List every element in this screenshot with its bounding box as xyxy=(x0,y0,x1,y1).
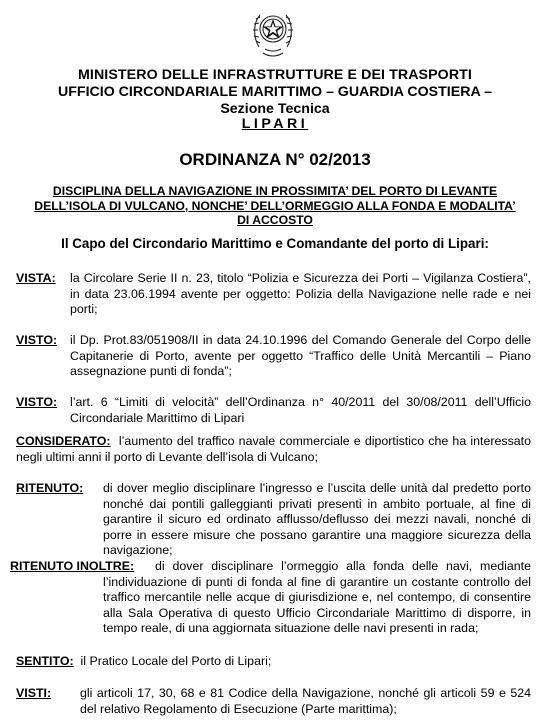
clause-label: RITENUTO: xyxy=(16,481,84,495)
clause-visto-1 xyxy=(16,333,66,349)
clause-sentito xyxy=(16,654,531,670)
clause-label: VISTI: xyxy=(16,686,52,700)
clause-vista xyxy=(16,271,56,287)
clause-label: RITENUTO INOLTRE: xyxy=(10,559,135,573)
ordinance-title: ORDINANZA N° 02/2013 xyxy=(179,150,371,169)
clause-text: gli articoli 17, 30, 68 e 81 Codice della Navigazione, nonché gli articoli 59 e 524 del relativo Regolamento di Esecuzione (Parte marittima); xyxy=(80,686,531,716)
clause-visti xyxy=(16,686,66,702)
clause-ritenuto-text xyxy=(103,481,531,559)
ordinance-subject: DISCIPLINA DELLA NAVIGAZIONE IN PROSSIMITA’ DEL PORTO DI LEVANTE DELL’ISOLA DI VULCANO, NONCHE’ DELL’ORMEGGIO ALLA FONDA E MODALITA’ DI ACCOSTO xyxy=(34,184,516,227)
clause-visto-1-text xyxy=(70,333,531,380)
clause-visto-2 xyxy=(16,395,66,411)
clause-label: CONSIDERATO: xyxy=(16,434,111,448)
clause-considerato xyxy=(16,434,531,465)
clause-label: VISTO: xyxy=(16,333,58,347)
office-location: LIPARI xyxy=(241,116,309,132)
clause-text: di dover meglio disciplinare l’ingresso e l’uscita delle unità dal predetto porto nonché dai pontili galleggianti privati presenti in ambito portuale, al fine di garantire il sicuro ed ordinato afflusso/deflusso dei mezzi navali, nonché di porre in essere misure che possano garantire una maggiore sicurezza della navigazione; xyxy=(103,481,531,558)
issuing-authority: Il Capo del Circondario Marittimo e Comandante del porto di Lipari: xyxy=(61,236,489,251)
clause-text: il Dp. Prot.83/051908/II in data 24.10.1996 del Comando Generale del Corpo delle Capitanerie di Porto, avente per oggetto “Traffico delle Unità Mercantili – Piano assegnazione punti di fonda”; xyxy=(70,333,531,379)
clause-text: l’art. 6 “Limiti di velocità” dell’Ordinanza n° 40/2011 del 30/08/2011 dell’Ufficio Circondariale Marittimo di Lipari xyxy=(70,395,531,425)
section-name: Sezione Tecnica xyxy=(220,101,330,117)
clause-visti-text xyxy=(80,686,531,717)
clause-vista-text xyxy=(70,271,531,318)
office-name: UFFICIO CIRCONDARIALE MARITTIMO – GUARDIA COSTIERA – xyxy=(57,84,493,100)
clause-visto-2-text xyxy=(70,395,531,426)
clause-label: VISTO: xyxy=(16,395,58,409)
clause-text: di dover disciplinare l’ormeggio alla fonda delle navi, mediante l’individuazione di punti di fonda al fine di garantire un costante controllo del traffico mercantile nelle acque di giurisdizione e, nel contempo, di consentire alla Sala Operativa di questo Ufficio Circondariale Marittimo di disporre, in tempo reale, di una aggiornata situazione delle navi presenti in rada; xyxy=(103,559,531,636)
clause-label: VISTA: xyxy=(16,271,56,285)
clause-text: l’aumento del traffico navale commerciale e diportistico che ha interessato negli ultimi anni il porto di Levante dell’isola di Vulcano; xyxy=(16,434,531,464)
clause-text: la Circolare Serie II n. 23, titolo “Polizia e Sicurezza dei Porti – Vigilanza Costiera”, in data 23.06.1994 avente per oggetto: Polizia della Navigazione nelle rade e nei porti; xyxy=(70,271,531,317)
republic-emblem-icon xyxy=(251,3,295,61)
ministry-name: MINISTERO DELLE INFRASTRUTTURE E DEI TRASPORTI xyxy=(78,67,472,83)
clause-ritenuto-inoltre-text xyxy=(103,559,531,637)
clause-ritenuto xyxy=(16,481,96,497)
clause-label: SENTITO: xyxy=(16,654,74,668)
clause-text: il Pratico Locale del Porto di Lipari; xyxy=(80,654,272,668)
